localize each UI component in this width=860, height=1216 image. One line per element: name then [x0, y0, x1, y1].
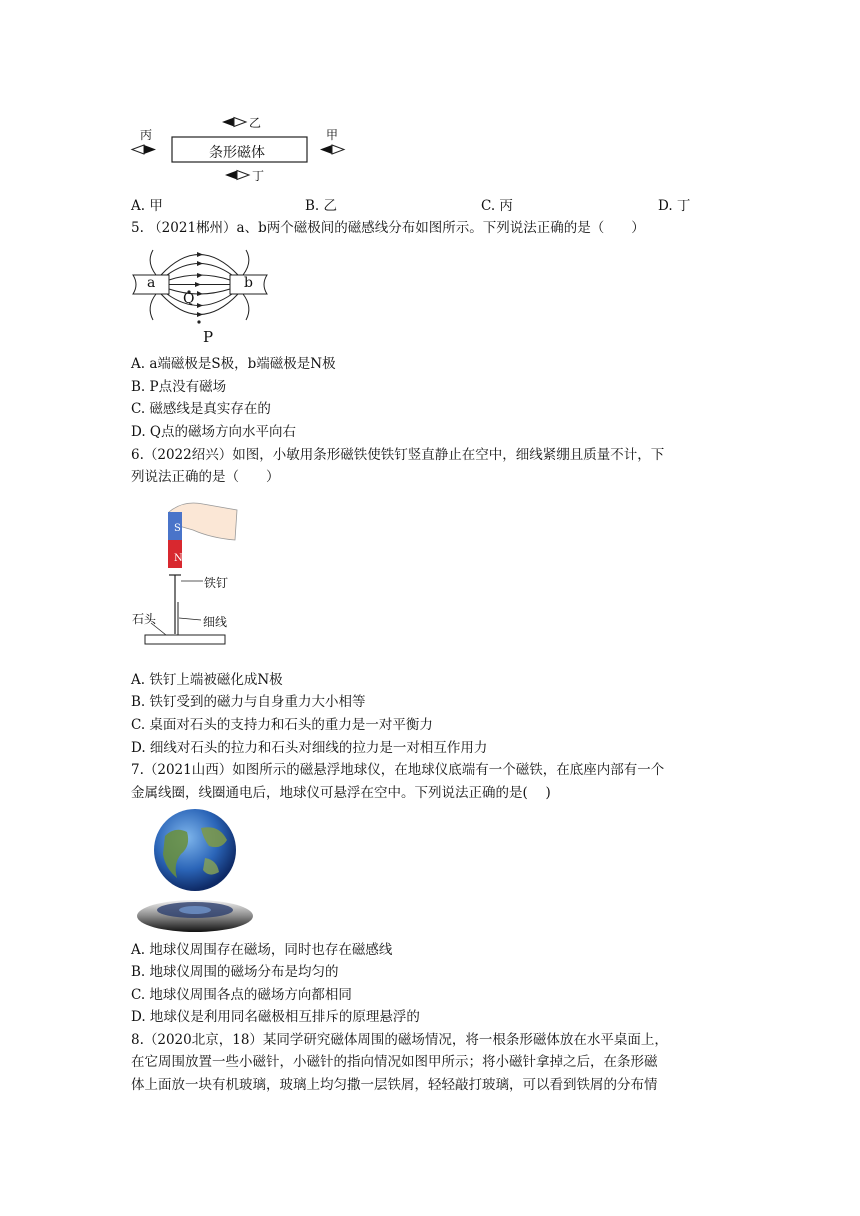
q5-option-a: A. a端磁极是S极，b端磁极是N极 — [131, 356, 336, 372]
q4-option-c: C. 丙 — [481, 198, 513, 214]
label-stone: 石头 — [132, 612, 157, 626]
q6-option-d: D. 细线对石头的拉力和石头对细线的拉力是一对相互作用力 — [131, 740, 488, 756]
bar-magnet-label: 条形磁体 — [209, 145, 265, 161]
point-p — [197, 320, 200, 323]
compass-needle-ding — [225, 171, 249, 180]
q6-option-a: A. 铁钉上端被磁化成N极 — [131, 672, 283, 688]
figure-field-lines — [131, 240, 271, 348]
q5-option-d: D. Q点的磁场方向水平向右 — [131, 424, 296, 440]
q8-line2: 在它周围放置一些小磁针，小磁针的指向情况如图甲所示；将小磁针拿掉之后，在条形磁 — [131, 1054, 658, 1070]
q8-line3: 体上面放一块有机玻璃，玻璃上均匀撒一层铁屑，轻轻敲打玻璃，可以看到铁屑的分布情 — [131, 1077, 658, 1093]
label-ding: 丁 — [252, 169, 265, 183]
figure-magnet-nail — [131, 496, 241, 666]
q5-option-b: B. P点没有磁场 — [131, 379, 227, 395]
label-nail: 铁钉 — [204, 576, 229, 590]
figure-bar-magnet — [130, 112, 360, 184]
q4-option-b: B. 乙 — [305, 198, 338, 214]
q7-stem-line2: 金属线圈，线圈通电后，地球仪可悬浮在空中。下列说法正确的是( ) — [131, 785, 551, 801]
q7-option-a: A. 地球仪周围存在磁场，同时也存在磁感线 — [131, 942, 393, 958]
label-bing: 丙 — [140, 128, 153, 142]
q4-option-a: A. 甲 — [131, 198, 163, 214]
q8-line1: 8.（2020北京，18）某同学研究磁体周围的磁场情况，将一根条形磁体放在水平桌面上， — [131, 1032, 668, 1048]
compass-needle-jia — [320, 145, 344, 154]
compass-needle-yi — [222, 118, 246, 127]
figure-maglev-globe — [135, 806, 257, 934]
q6-stem-line1: 6.（2022绍兴）如图，小敏用条形磁铁使铁钉竖直静止在空中，细线紧绷且质量不计，下 — [131, 447, 665, 463]
q7-option-b: B. 地球仪周围的磁场分布是均匀的 — [131, 964, 339, 980]
label-s: S — [174, 523, 181, 534]
label-a: a — [147, 275, 156, 291]
q5-option-c: C. 磁感线是真实存在的 — [131, 401, 271, 417]
q7-stem-line1: 7.（2021山西）如图所示的磁悬浮地球仪，在地球仪底端有一个磁铁，在底座内部有一个 — [131, 762, 665, 778]
label-thread: 细线 — [203, 615, 228, 629]
q7-option-d: D. 地球仪是利用同名磁极相互排斥的原理悬浮的 — [131, 1009, 420, 1025]
q6-option-b: B. 铁钉受到的磁力与自身重力大小相等 — [131, 694, 366, 710]
label-b: b — [244, 275, 253, 291]
q6-stem-line2: 列说法正确的是（ ） — [131, 469, 280, 485]
label-q: Q — [183, 291, 195, 307]
label-jia: 甲 — [326, 128, 339, 142]
label-n: N — [174, 553, 183, 564]
q5-stem: 5. （2021郴州）a、b两个磁极间的磁感线分布如图所示。下列说法正确的是（ ） — [131, 220, 645, 236]
label-yi: 乙 — [249, 116, 262, 130]
compass-needle-bing — [132, 145, 156, 154]
field-lines-diagram — [131, 240, 271, 348]
maglev-globe-image — [135, 806, 257, 934]
q4-option-d: D. 丁 — [658, 198, 691, 214]
label-p: P — [203, 328, 214, 346]
q7-option-c: C. 地球仪周围各点的磁场方向都相同 — [131, 987, 352, 1003]
stone — [145, 635, 225, 644]
q6-option-c: C. 桌面对石头的支持力和石头的重力是一对平衡力 — [131, 717, 433, 733]
